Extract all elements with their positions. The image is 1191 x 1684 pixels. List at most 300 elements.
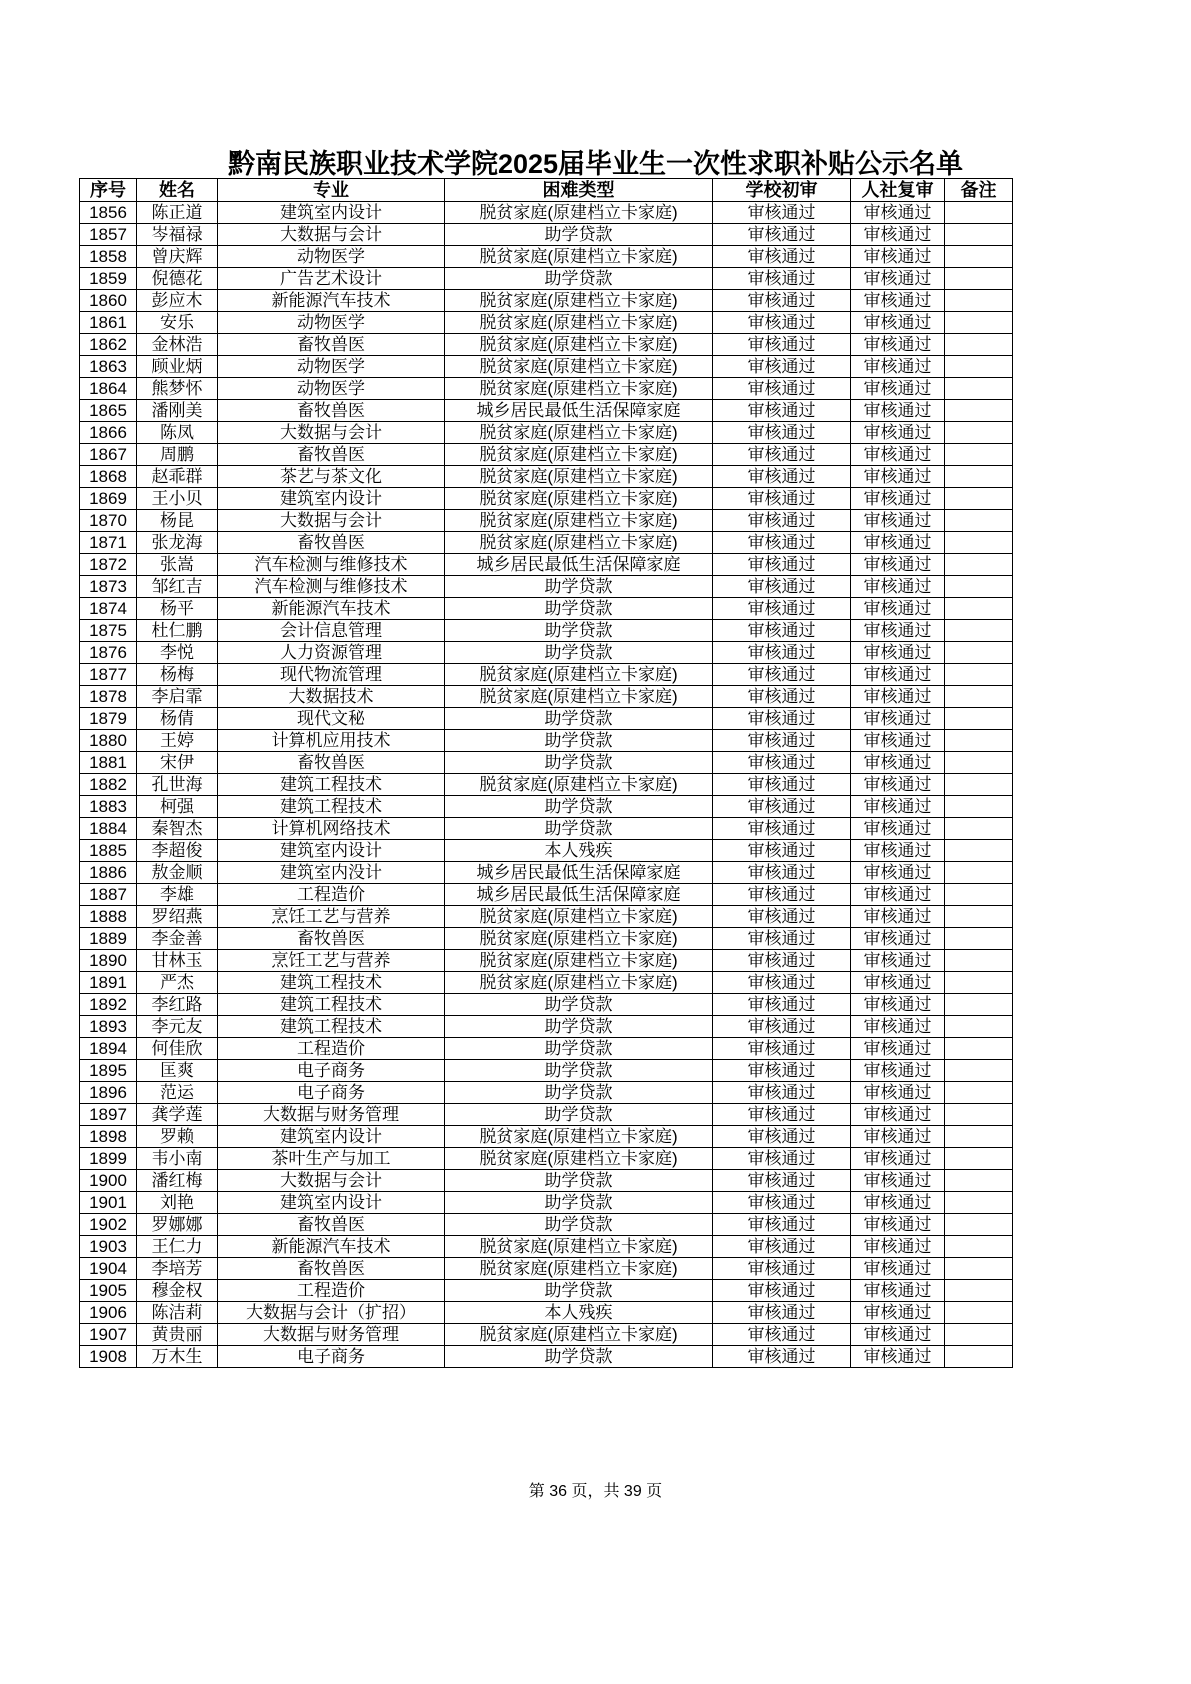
cell-seq: 1885 [80,840,137,862]
cell-name: 李超俊 [137,840,218,862]
cell-seq: 1873 [80,576,137,598]
cell-major: 建筑室内设计 [218,840,445,862]
cell-difficulty-type: 助学贷款 [445,268,713,290]
cell-major: 烹饪工艺与营养 [218,950,445,972]
cell-school-review: 审核通过 [713,1324,851,1346]
table-row [80,620,1013,642]
cell-name: 赵乖群 [137,466,218,488]
cell-seq: 1902 [80,1214,137,1236]
cell-major: 计算机应用技术 [218,730,445,752]
cell-name: 陈凤 [137,422,218,444]
cell-school-review: 审核通过 [713,312,851,334]
cell-school-review: 审核通过 [713,1060,851,1082]
cell-hrss-review: 审核通过 [851,906,945,928]
table-row [80,290,1013,312]
cell-hrss-review: 审核通过 [851,1170,945,1192]
cell-major: 畜牧兽医 [218,444,445,466]
table-row [80,664,1013,686]
cell-seq: 1892 [80,994,137,1016]
cell-school-review: 审核通过 [713,466,851,488]
cell-name: 孔世海 [137,774,218,796]
table-row [80,1192,1013,1214]
cell-difficulty-type: 助学贷款 [445,1214,713,1236]
cell-name: 罗赖 [137,1126,218,1148]
cell-remarks [945,928,1013,950]
cell-remarks [945,994,1013,1016]
cell-school-review: 审核通过 [713,598,851,620]
cell-seq: 1883 [80,796,137,818]
cell-remarks [945,400,1013,422]
cell-hrss-review: 审核通过 [851,378,945,400]
cell-major: 建筑室内设计 [218,202,445,224]
cell-school-review: 审核通过 [713,994,851,1016]
table-row [80,510,1013,532]
table-row [80,862,1013,884]
cell-name: 宋伊 [137,752,218,774]
cell-seq: 1871 [80,532,137,554]
cell-hrss-review: 审核通过 [851,730,945,752]
cell-difficulty-type: 脱贫家庭(原建档立卡家庭) [445,422,713,444]
cell-name: 李雄 [137,884,218,906]
cell-school-review: 审核通过 [713,620,851,642]
cell-hrss-review: 审核通过 [851,774,945,796]
cell-remarks [945,1126,1013,1148]
cell-difficulty-type: 城乡居民最低生活保障家庭 [445,862,713,884]
cell-difficulty-type: 助学贷款 [445,796,713,818]
cell-name: 匡爽 [137,1060,218,1082]
cell-seq: 1893 [80,1016,137,1038]
cell-school-review: 审核通过 [713,400,851,422]
cell-school-review: 审核通过 [713,664,851,686]
cell-major: 工程造价 [218,884,445,906]
cell-name: 柯强 [137,796,218,818]
cell-school-review: 审核通过 [713,268,851,290]
cell-hrss-review: 审核通过 [851,642,945,664]
table-row [80,730,1013,752]
cell-major: 畜牧兽医 [218,928,445,950]
cell-seq: 1866 [80,422,137,444]
cell-difficulty-type: 助学贷款 [445,1346,713,1368]
cell-major: 汽车检测与维修技术 [218,554,445,576]
cell-remarks [945,1016,1013,1038]
cell-major: 汽车检测与维修技术 [218,576,445,598]
table-row [80,1214,1013,1236]
cell-remarks [945,862,1013,884]
table-row [80,752,1013,774]
cell-name: 陈正道 [137,202,218,224]
cell-name: 何佳欣 [137,1038,218,1060]
table-row [80,246,1013,268]
cell-seq: 1896 [80,1082,137,1104]
cell-hrss-review: 审核通过 [851,356,945,378]
header-seq: 序号 [80,179,137,202]
table-row [80,884,1013,906]
cell-remarks [945,1280,1013,1302]
table-row [80,928,1013,950]
cell-major: 畜牧兽医 [218,1258,445,1280]
cell-seq: 1907 [80,1324,137,1346]
cell-major: 大数据与会计 [218,422,445,444]
table-row [80,1302,1013,1324]
cell-remarks [945,1060,1013,1082]
cell-hrss-review: 审核通过 [851,972,945,994]
table-row [80,642,1013,664]
cell-difficulty-type: 脱贫家庭(原建档立卡家庭) [445,1148,713,1170]
cell-difficulty-type: 脱贫家庭(原建档立卡家庭) [445,532,713,554]
cell-remarks [945,1104,1013,1126]
cell-remarks [945,1324,1013,1346]
cell-difficulty-type: 脱贫家庭(原建档立卡家庭) [445,1324,713,1346]
cell-difficulty-type: 脱贫家庭(原建档立卡家庭) [445,202,713,224]
header-major: 专业 [218,179,445,202]
cell-difficulty-type: 助学贷款 [445,642,713,664]
cell-school-review: 审核通过 [713,1236,851,1258]
cell-remarks [945,246,1013,268]
cell-seq: 1880 [80,730,137,752]
cell-name: 李培芳 [137,1258,218,1280]
cell-hrss-review: 审核通过 [851,554,945,576]
table-row [80,1038,1013,1060]
cell-major: 建筑室内设计 [218,488,445,510]
cell-school-review: 审核通过 [713,972,851,994]
cell-seq: 1890 [80,950,137,972]
cell-difficulty-type: 助学贷款 [445,994,713,1016]
cell-remarks [945,664,1013,686]
cell-name: 李元友 [137,1016,218,1038]
cell-school-review: 审核通过 [713,686,851,708]
cell-school-review: 审核通过 [713,642,851,664]
cell-hrss-review: 审核通过 [851,1324,945,1346]
cell-school-review: 审核通过 [713,950,851,972]
cell-remarks [945,202,1013,224]
cell-major: 建筑室内没计 [218,862,445,884]
cell-difficulty-type: 助学贷款 [445,1104,713,1126]
cell-school-review: 审核通过 [713,334,851,356]
cell-hrss-review: 审核通过 [851,246,945,268]
cell-school-review: 审核通过 [713,796,851,818]
table-row [80,576,1013,598]
cell-school-review: 审核通过 [713,862,851,884]
cell-school-review: 审核通过 [713,554,851,576]
cell-name: 熊梦怀 [137,378,218,400]
cell-hrss-review: 审核通过 [851,950,945,972]
cell-remarks [945,554,1013,576]
cell-name: 潘刚美 [137,400,218,422]
table-row [80,840,1013,862]
cell-school-review: 审核通过 [713,378,851,400]
cell-school-review: 审核通过 [713,488,851,510]
table-row [80,972,1013,994]
cell-name: 陈洁莉 [137,1302,218,1324]
cell-major: 电子商务 [218,1060,445,1082]
cell-seq: 1869 [80,488,137,510]
table-row [80,1016,1013,1038]
cell-hrss-review: 审核通过 [851,1346,945,1368]
table-row [80,356,1013,378]
cell-seq: 1865 [80,400,137,422]
cell-seq: 1862 [80,334,137,356]
cell-school-review: 审核通过 [713,532,851,554]
cell-difficulty-type: 脱贫家庭(原建档立卡家庭) [445,444,713,466]
cell-difficulty-type: 城乡居民最低生活保障家庭 [445,400,713,422]
cell-name: 穆金权 [137,1280,218,1302]
table-row [80,400,1013,422]
cell-major: 现代物流管理 [218,664,445,686]
cell-difficulty-type: 脱贫家庭(原建档立卡家庭) [445,972,713,994]
cell-difficulty-type: 脱贫家庭(原建档立卡家庭) [445,1236,713,1258]
cell-major: 广告艺术设计 [218,268,445,290]
cell-major: 畜牧兽医 [218,532,445,554]
cell-remarks [945,950,1013,972]
cell-hrss-review: 审核通过 [851,928,945,950]
cell-school-review: 审核通过 [713,1280,851,1302]
cell-seq: 1870 [80,510,137,532]
table-row [80,444,1013,466]
cell-hrss-review: 审核通过 [851,1082,945,1104]
table-row [80,202,1013,224]
cell-school-review: 审核通过 [713,1192,851,1214]
cell-seq: 1867 [80,444,137,466]
cell-school-review: 审核通过 [713,576,851,598]
cell-school-review: 审核通过 [713,1148,851,1170]
cell-school-review: 审核通过 [713,1346,851,1368]
cell-difficulty-type: 脱贫家庭(原建档立卡家庭) [445,1126,713,1148]
table-row [80,1324,1013,1346]
cell-difficulty-type: 助学贷款 [445,1280,713,1302]
cell-seq: 1857 [80,224,137,246]
cell-name: 李启霏 [137,686,218,708]
table-row [80,1346,1013,1368]
cell-seq: 1903 [80,1236,137,1258]
cell-seq: 1897 [80,1104,137,1126]
cell-seq: 1888 [80,906,137,928]
table-row [80,488,1013,510]
cell-seq: 1874 [80,598,137,620]
cell-name: 安乐 [137,312,218,334]
table-row [80,598,1013,620]
cell-seq: 1860 [80,290,137,312]
cell-major: 新能源汽车技术 [218,598,445,620]
cell-difficulty-type: 脱贫家庭(原建档立卡家庭) [445,290,713,312]
cell-seq: 1875 [80,620,137,642]
table-row [80,378,1013,400]
cell-name: 龚学莲 [137,1104,218,1126]
cell-major: 大数据与会计 [218,510,445,532]
cell-difficulty-type: 脱贫家庭(原建档立卡家庭) [445,246,713,268]
cell-major: 新能源汽车技术 [218,1236,445,1258]
cell-school-review: 审核通过 [713,356,851,378]
cell-major: 动物医学 [218,378,445,400]
cell-major: 茶叶生产与加工 [218,1148,445,1170]
cell-seq: 1878 [80,686,137,708]
table-row [80,224,1013,246]
cell-major: 动物医学 [218,246,445,268]
cell-major: 大数据与财务管理 [218,1324,445,1346]
cell-remarks [945,1192,1013,1214]
table-row [80,1170,1013,1192]
cell-remarks [945,488,1013,510]
cell-difficulty-type: 本人残疾 [445,840,713,862]
cell-major: 畜牧兽医 [218,400,445,422]
cell-hrss-review: 审核通过 [851,488,945,510]
header-name: 姓名 [137,179,218,202]
cell-school-review: 审核通过 [713,1104,851,1126]
cell-hrss-review: 审核通过 [851,686,945,708]
cell-remarks [945,818,1013,840]
table-row [80,1236,1013,1258]
cell-school-review: 审核通过 [713,202,851,224]
cell-name: 张龙海 [137,532,218,554]
table-row [80,994,1013,1016]
cell-remarks [945,708,1013,730]
cell-name: 杨倩 [137,708,218,730]
cell-hrss-review: 审核通过 [851,1038,945,1060]
cell-remarks [945,1346,1013,1368]
cell-name: 彭应木 [137,290,218,312]
cell-seq: 1886 [80,862,137,884]
cell-hrss-review: 审核通过 [851,1060,945,1082]
cell-difficulty-type: 助学贷款 [445,730,713,752]
cell-remarks [945,224,1013,246]
cell-name: 倪德花 [137,268,218,290]
cell-hrss-review: 审核通过 [851,510,945,532]
cell-school-review: 审核通过 [713,884,851,906]
document-title: 黔南民族职业技术学院2025届毕业生一次性求职补贴公示名单 [227,149,964,179]
table-row [80,906,1013,928]
cell-difficulty-type: 助学贷款 [445,1082,713,1104]
cell-name: 金林浩 [137,334,218,356]
cell-name: 范运 [137,1082,218,1104]
cell-major: 烹饪工艺与营养 [218,906,445,928]
cell-hrss-review: 审核通过 [851,1148,945,1170]
cell-hrss-review: 审核通过 [851,862,945,884]
cell-seq: 1858 [80,246,137,268]
cell-major: 大数据与会计 [218,1170,445,1192]
cell-seq: 1856 [80,202,137,224]
cell-difficulty-type: 助学贷款 [445,1016,713,1038]
cell-remarks [945,532,1013,554]
cell-difficulty-type: 脱贫家庭(原建档立卡家庭) [445,312,713,334]
cell-difficulty-type: 助学贷款 [445,752,713,774]
cell-name: 曾庆辉 [137,246,218,268]
subsidy-table [79,178,1013,1368]
table-row [80,532,1013,554]
cell-difficulty-type: 助学贷款 [445,576,713,598]
table-row [80,268,1013,290]
cell-difficulty-type: 城乡居民最低生活保障家庭 [445,884,713,906]
cell-name: 岑福禄 [137,224,218,246]
cell-remarks [945,1082,1013,1104]
cell-remarks [945,972,1013,994]
table-row [80,708,1013,730]
cell-major: 建筑工程技术 [218,796,445,818]
cell-seq: 1898 [80,1126,137,1148]
cell-remarks [945,334,1013,356]
cell-school-review: 审核通过 [713,752,851,774]
cell-seq: 1884 [80,818,137,840]
cell-difficulty-type: 脱贫家庭(原建档立卡家庭) [445,686,713,708]
cell-difficulty-type: 脱贫家庭(原建档立卡家庭) [445,928,713,950]
cell-remarks [945,598,1013,620]
cell-hrss-review: 审核通过 [851,400,945,422]
cell-remarks [945,268,1013,290]
cell-major: 畜牧兽医 [218,334,445,356]
cell-school-review: 审核通过 [713,1170,851,1192]
cell-remarks [945,620,1013,642]
cell-seq: 1901 [80,1192,137,1214]
cell-name: 韦小南 [137,1148,218,1170]
cell-seq: 1908 [80,1346,137,1368]
cell-remarks [945,730,1013,752]
cell-name: 黄贵丽 [137,1324,218,1346]
table-row [80,686,1013,708]
cell-difficulty-type: 助学贷款 [445,708,713,730]
cell-seq: 1879 [80,708,137,730]
cell-seq: 1876 [80,642,137,664]
cell-remarks [945,884,1013,906]
cell-remarks [945,774,1013,796]
cell-major: 动物医学 [218,312,445,334]
cell-seq: 1882 [80,774,137,796]
cell-remarks [945,686,1013,708]
cell-name: 万木生 [137,1346,218,1368]
cell-school-review: 审核通过 [713,1258,851,1280]
cell-seq: 1861 [80,312,137,334]
cell-difficulty-type: 脱贫家庭(原建档立卡家庭) [445,664,713,686]
cell-remarks [945,1302,1013,1324]
cell-major: 畜牧兽医 [218,752,445,774]
cell-seq: 1895 [80,1060,137,1082]
table-row [80,1148,1013,1170]
cell-name: 张嵩 [137,554,218,576]
cell-hrss-review: 审核通过 [851,268,945,290]
cell-school-review: 审核通过 [713,730,851,752]
cell-hrss-review: 审核通过 [851,1280,945,1302]
cell-major: 现代文秘 [218,708,445,730]
cell-hrss-review: 审核通过 [851,466,945,488]
table-row [80,1104,1013,1126]
page-footer: 第 36 页，共 39 页 [528,1483,663,1500]
cell-school-review: 审核通过 [713,1302,851,1324]
cell-major: 建筑室内设计 [218,1126,445,1148]
cell-difficulty-type: 助学贷款 [445,1060,713,1082]
cell-name: 甘林玉 [137,950,218,972]
cell-seq: 1904 [80,1258,137,1280]
cell-hrss-review: 审核通过 [851,532,945,554]
cell-major: 建筑工程技术 [218,774,445,796]
cell-difficulty-type: 脱贫家庭(原建档立卡家庭) [445,906,713,928]
cell-hrss-review: 审核通过 [851,708,945,730]
cell-difficulty-type: 助学贷款 [445,818,713,840]
cell-major: 畜牧兽医 [218,1214,445,1236]
cell-hrss-review: 审核通过 [851,422,945,444]
cell-name: 王小贝 [137,488,218,510]
cell-school-review: 审核通过 [713,290,851,312]
cell-major: 计算机网络技术 [218,818,445,840]
cell-remarks [945,642,1013,664]
cell-hrss-review: 审核通过 [851,598,945,620]
table-row [80,466,1013,488]
cell-name: 李红路 [137,994,218,1016]
cell-seq: 1891 [80,972,137,994]
cell-major: 电子商务 [218,1346,445,1368]
table-row [80,818,1013,840]
cell-name: 杨昆 [137,510,218,532]
cell-major: 新能源汽车技术 [218,290,445,312]
table-row [80,422,1013,444]
cell-seq: 1872 [80,554,137,576]
cell-hrss-review: 审核通过 [851,818,945,840]
